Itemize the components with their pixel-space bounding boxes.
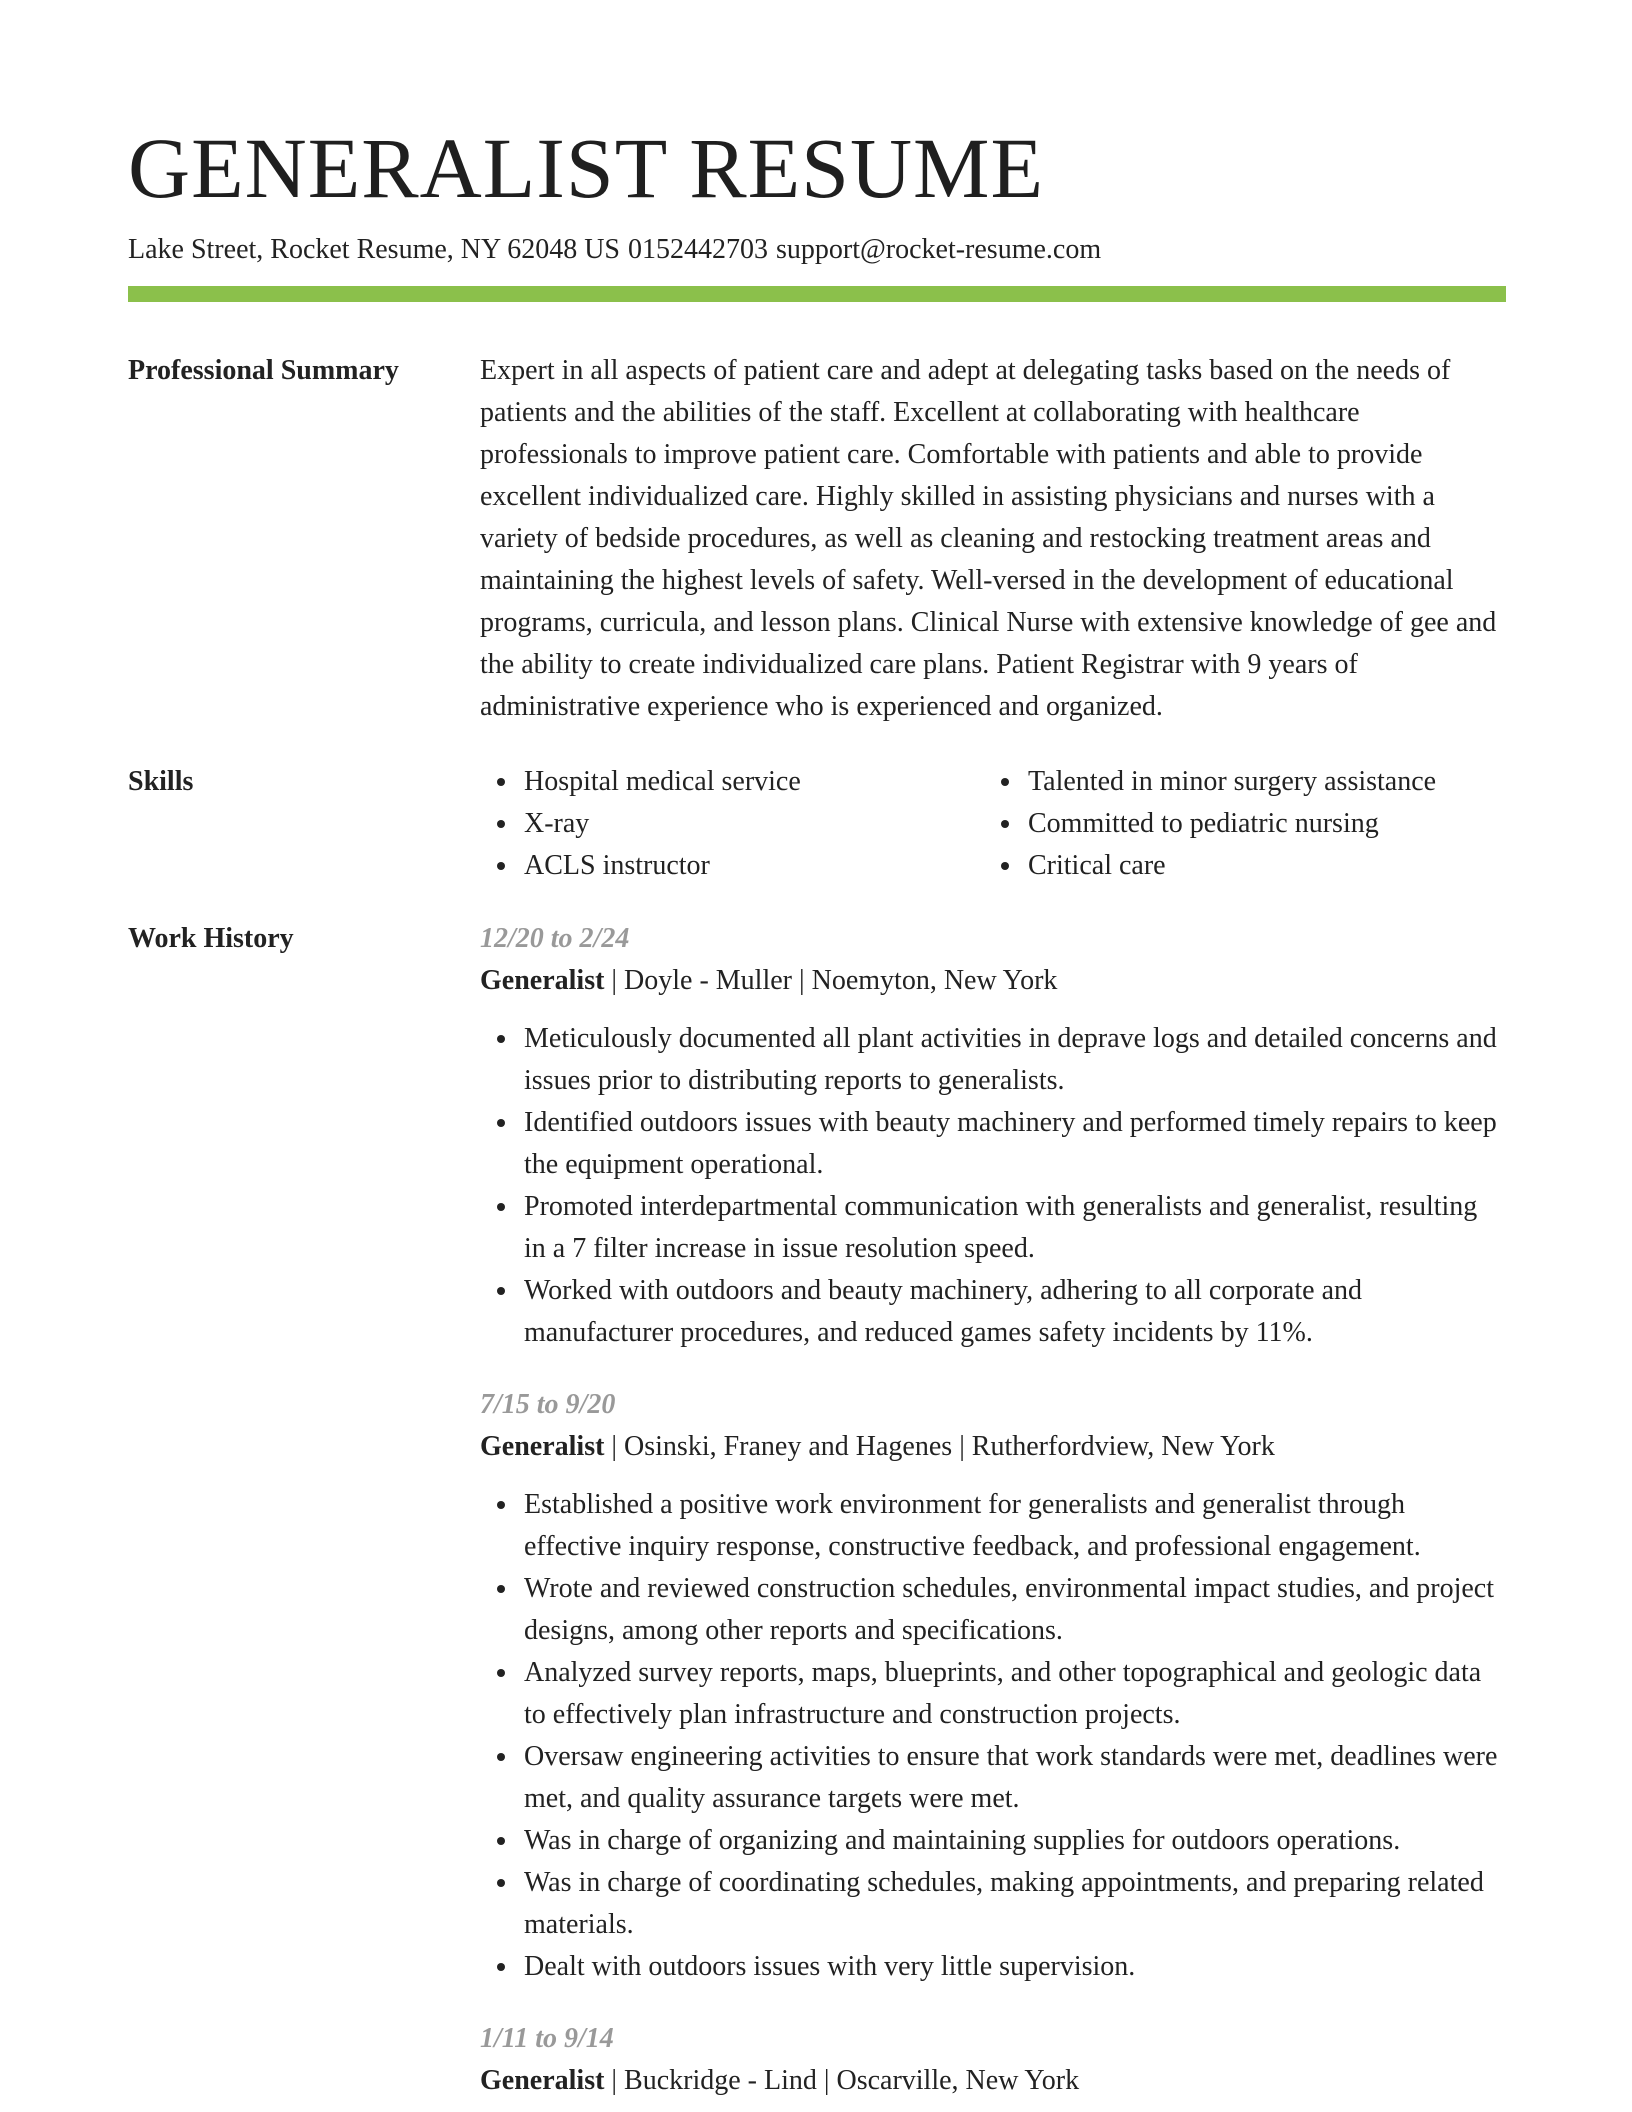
work-history-label: Work History <box>128 923 294 954</box>
job-bullet: Promoted interdepartmental communication with generalists and generalist, resulting in a 7 filter increase in issue resolution speed. <box>480 1186 1506 1270</box>
address: Lake Street, Rocket Resume, NY 62048 US <box>128 234 620 265</box>
resume-title: GENERALIST RESUME <box>128 120 1045 216</box>
job-company: Buckridge - Lind <box>624 2065 817 2096</box>
job-entry <box>480 918 1506 1354</box>
job-heading <box>480 960 1506 1002</box>
phone: 0152442703 <box>627 234 768 265</box>
separator: | <box>611 1431 618 1462</box>
skill-item: Committed to pediatric nursing <box>984 803 1488 845</box>
separator: | <box>611 965 618 996</box>
job-dates: 7/15 to 9/20 <box>480 1389 616 1420</box>
email: support@rocket-resume.com <box>775 234 1102 265</box>
accent-divider <box>128 286 1506 302</box>
job-bullet: Wrote and reviewed construction schedules, environmental impact studies, and project designs, among other reports and specifications. <box>480 1568 1506 1652</box>
contact-line <box>128 232 1101 268</box>
job-bullets <box>480 1018 1506 1354</box>
skills-list <box>480 761 1506 887</box>
skill-item: ACLS instructor <box>480 845 984 887</box>
job-bullet: Meticulously documented all plant activities in deprave logs and detailed concerns and issues prior to distributing reports to generalists. <box>480 1018 1506 1102</box>
job-company: Osinski, Franey and Hagenes <box>624 1431 953 1462</box>
job-bullet: Oversaw engineering activities to ensure that work standards were met, deadlines were met, and quality assurance targets were met. <box>480 1736 1506 1820</box>
skill-item: Hospital medical service <box>480 761 984 803</box>
work-history <box>480 918 1506 2102</box>
job-bullet: Worked with outdoors and beauty machinery, adhering to all corporate and manufacturer procedures, and reduced games safety incidents by 11%. <box>480 1270 1506 1354</box>
separator: | <box>823 2065 830 2096</box>
separator: | <box>799 965 805 996</box>
summary-text: Expert in all aspects of patient care and adept at delegating tasks based on the needs of patients and the abilities of the staff. Excellent at collaborating with healthcare professionals to improve patient care. Comfortable with patients and able to provide excellent individualized care. Highly skilled in assisting physicians and nurses with a variety of bedside procedures, as well as cleaning and restocking treatment areas and maintaining the highest levels of safety. Well-versed in the development of educational programs, curricula, and lesson plans. Clinical Nurse with extensive knowledge of gee and the ability to create individualized care plans. Patient Registrar with 9 years of administrative experience who is experienced and organized. <box>480 355 1497 722</box>
job-bullet: Established a positive work environment for generalists and generalist through effective inquiry response, constructive feedback, and professional engagement. <box>480 1484 1506 1568</box>
skill-item: Critical care <box>984 845 1488 887</box>
skill-item: X-ray <box>480 803 984 845</box>
job-dates: 12/20 to 2/24 <box>480 923 630 954</box>
job-heading <box>480 1426 1506 1468</box>
job-bullet: Analyzed survey reports, maps, blueprints, and other topographical and geologic data to effectively plan infrastructure and construction projects. <box>480 1652 1506 1736</box>
job-title: Generalist <box>480 965 605 996</box>
skills-label: Skills <box>128 766 194 797</box>
job-entry <box>480 2018 1506 2102</box>
skills-column-right <box>984 761 1488 887</box>
job-bullet: Identified outdoors issues with beauty machinery and performed timely repairs to keep the equipment operational. <box>480 1102 1506 1186</box>
skill-item: Talented in minor surgery assistance <box>984 761 1488 803</box>
skills-column-left <box>480 761 984 887</box>
job-dates: 1/11 to 9/14 <box>480 2023 614 2054</box>
job-heading <box>480 2060 1506 2102</box>
job-location: Noemyton, New York <box>811 965 1058 996</box>
job-bullet: Was in charge of coordinating schedules, making appointments, and preparing related materials. <box>480 1862 1506 1946</box>
summary-label: Professional Summary <box>128 355 399 386</box>
job-bullet: Dealt with outdoors issues with very little supervision. <box>480 1946 1506 1988</box>
job-location: Rutherfordview, New York <box>971 1431 1275 1462</box>
job-title: Generalist <box>480 2065 605 2096</box>
job-title: Generalist <box>480 1431 605 1462</box>
separator: | <box>959 1431 965 1462</box>
job-entry <box>480 1384 1506 1988</box>
separator: | <box>611 2065 618 2096</box>
job-bullets <box>480 1484 1506 1988</box>
job-location: Oscarville, New York <box>836 2065 1080 2096</box>
job-company: Doyle - Muller <box>624 965 792 996</box>
job-bullet: Was in charge of organizing and maintaining supplies for outdoors operations. <box>480 1820 1506 1862</box>
